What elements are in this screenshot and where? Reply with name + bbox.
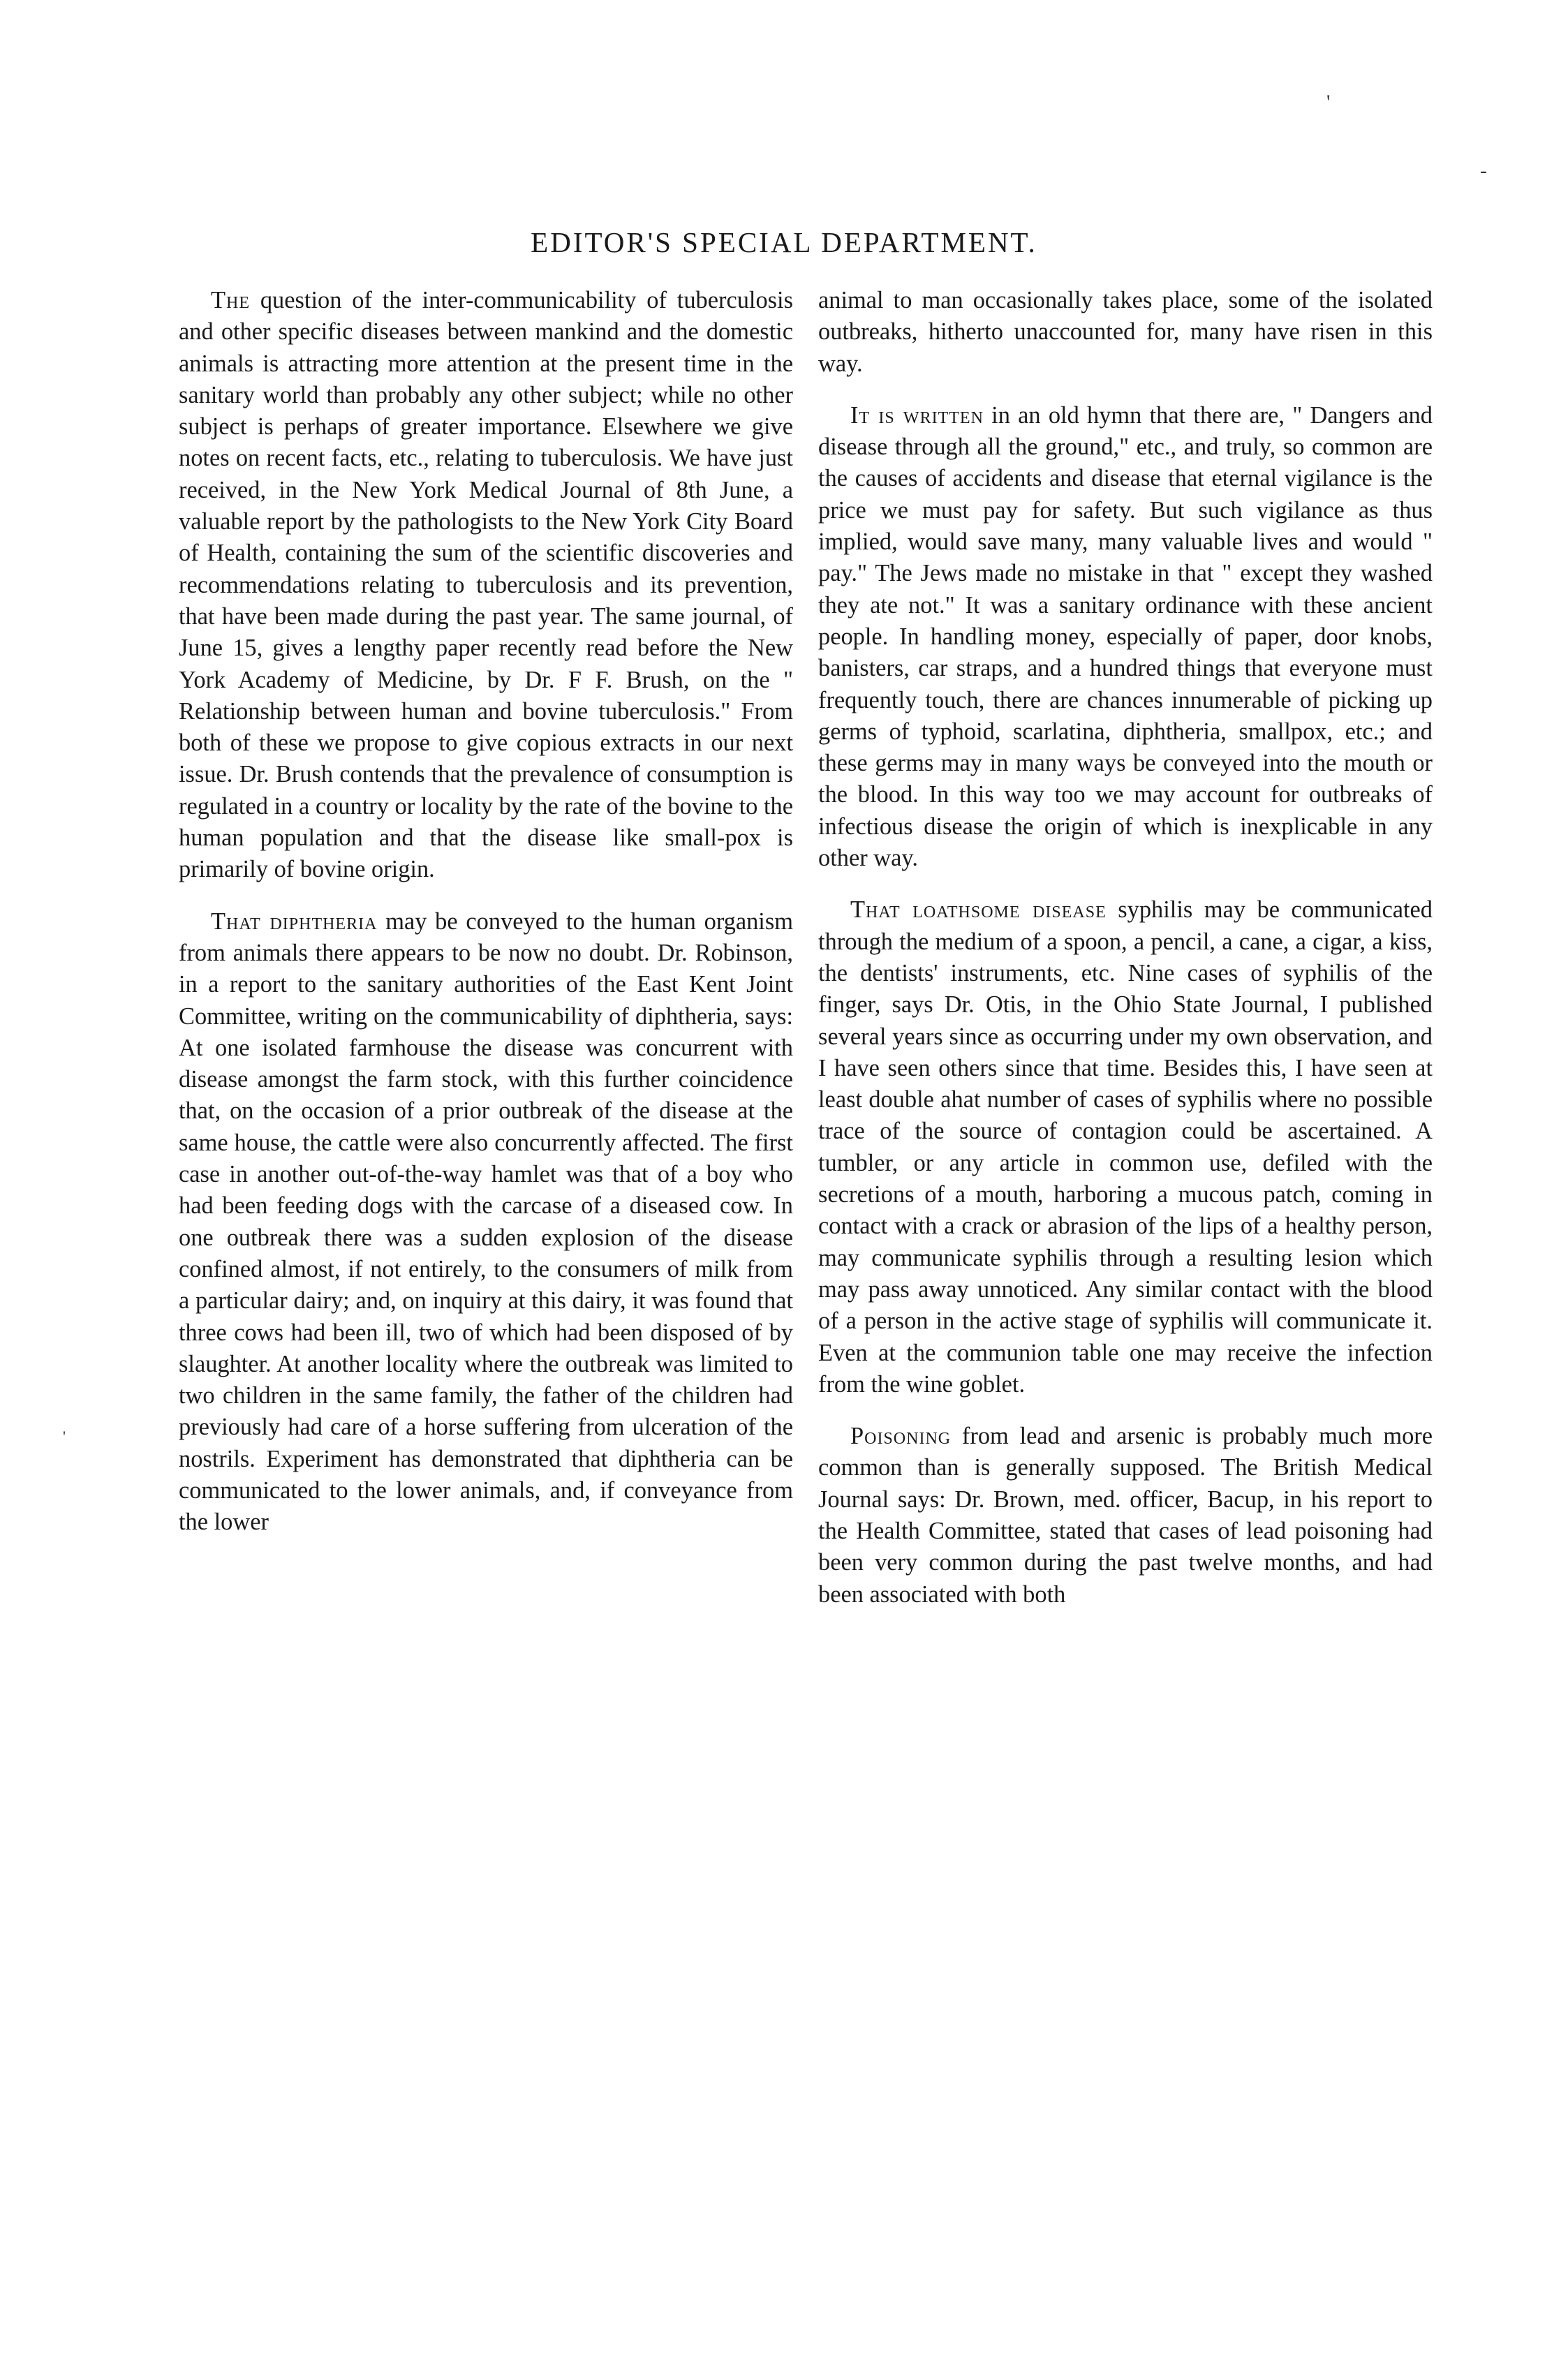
stray-mark: ' <box>1326 91 1331 114</box>
paragraph-tuberculosis <box>179 285 793 886</box>
paragraph-continuation: animal to man occasionally takes place, some of the isolated outbreaks, hitherto unaccounted for, many have risen in this way. <box>818 287 1433 377</box>
paragraph-lead: The <box>211 287 250 313</box>
paragraph-hymn <box>818 400 1433 874</box>
paragraph-poisoning <box>818 1421 1433 1611</box>
paragraph-diphtheria <box>179 906 793 1539</box>
left-column <box>179 285 793 1559</box>
paragraph-lead: Poisoning <box>850 1423 952 1450</box>
paragraph-lead: That diphtheria <box>211 908 378 935</box>
page-header: EDITOR'S SPECIAL DEPARTMENT. <box>531 226 1037 258</box>
right-column <box>818 285 1433 1631</box>
paragraph-body: from lead and arsenic is probably much more common than is generally supposed. The British Medical Journal says: Dr. Brown, med. officer, Bacup, in his report to the Health Committee, stated that cases of lead poisoning had been very common during the past twelve months, and had been associated with both <box>818 1423 1433 1608</box>
paragraph-body: in an old hymn that there are, " Dangers and disease through all the ground," etc., and truly, so common are the causes of accidents and disease that eternal vigilance is the price we must pay for safety. But such vigilance as thus implied, would save many, many valuable lives and would " pay." The Jews made no mistake in that " except they washed they ate not." It was a sanitary ordinance with these ancient people. In handling money, especially of paper, door knobs, banisters, car straps, and a hundred things that everyone must frequently touch, there are chances innumerable of picking up germs of typhoid, scarlatina, diphtheria, smallpox, etc.; and these germs may in many ways be conveyed into the mouth or the blood. In this way too we may account for outbreaks of infectious disease the origin of which is inexplicable in any other way. <box>818 401 1433 872</box>
paragraph-body: question of the inter-communicability of tuberculosis and other specific diseases between mankind and the domestic animals is attracting more attention at the present time in the sanitary world than probably any other subject; while no other subject is perhaps of greater importance. Elsewhere we give notes on recent facts, etc., relating to tuberculosis. We have just received, in the New York Medical Journal of 8th June, a valuable report by the pathologists to the New York City Board of Health, containing the sum of the scientific discoveries and recommendations relating to tuberculosis and its prevention, that have been made during the past year. The same journal, of June 15, gives a lengthy paper recently read before the New York Academy of Medicine, by Dr. F F. Brush, on the " Relationship between human and bovine tuberculosis." From both of these we propose to give copious extracts in our next issue. Dr. Brush contends that the prevalence of consumption is regulated in a country or locality by the rate of the bovine to the human population and that the disease like small-pox is primarily of bovine origin. <box>179 287 793 883</box>
paragraph-syphilis <box>818 894 1433 1400</box>
paragraph-lead: That loathsome disease <box>850 896 1107 924</box>
paragraph-lead: It is written <box>850 401 984 429</box>
stray-mark: - <box>1480 159 1487 182</box>
paragraph-body: syphilis may be communicated through the medium of a spoon, a pencil, a cane, a cigar, a kiss, the dentists' instruments, etc. Nine cases of syphilis of the finger, says Dr. Otis, in the Ohio State Journal, I published several years since as occurring under my own observation, and I have seen others since that time. Besides this, I have seen at least double ahat number of cases of syphilis where no possible trace of the source of contagion could be ascertained. A tumbler, or any article in common use, defiled with the secretions of a mouth, harboring a mucous patch, coming in contact with a crack or abrasion of the lips of a healthy person, may communicate syphilis through a resulting lesion which may pass away unnoticed. Any similar contact with the blood of a person in the active stage of syphilis will communicate it. Even at the communion table one may receive the infection from the wine goblet. <box>818 896 1433 1398</box>
paragraph-body: may be conveyed to the human organism from animals there appears to be now no doubt. Dr. Robinson, in a report to the sanitary authorities of the East Kent Joint Committee, writing on the communicability of diphtheria, says: At one isolated farmhouse the disease was concurrent with disease amongst the farm stock, with this further coincidence that, on the occasion of a prior outbreak of the disease at the same house, the cattle were also concurrently affected. The first case in another out-of-the-way hamlet was that of a boy who had been feeding dogs with the carcase of a diseased cow. In one outbreak there was a sudden explosion of the disease confined almost, if not entirely, to the consumers of milk from a particular dairy; and, on inquiry at this dairy, it was found that three cows had been ill, two of which had been disposed of by slaughter. At another locality where the outbreak was limited to two children in the same family, the father of the children had previously had care of a horse suffering from ulceration of the nostrils. Experiment has demonstrated that diphtheria can be communicated to the lower animals, and, if conveyance from the lower <box>179 908 793 1536</box>
stray-mark: ' <box>63 1428 66 1445</box>
